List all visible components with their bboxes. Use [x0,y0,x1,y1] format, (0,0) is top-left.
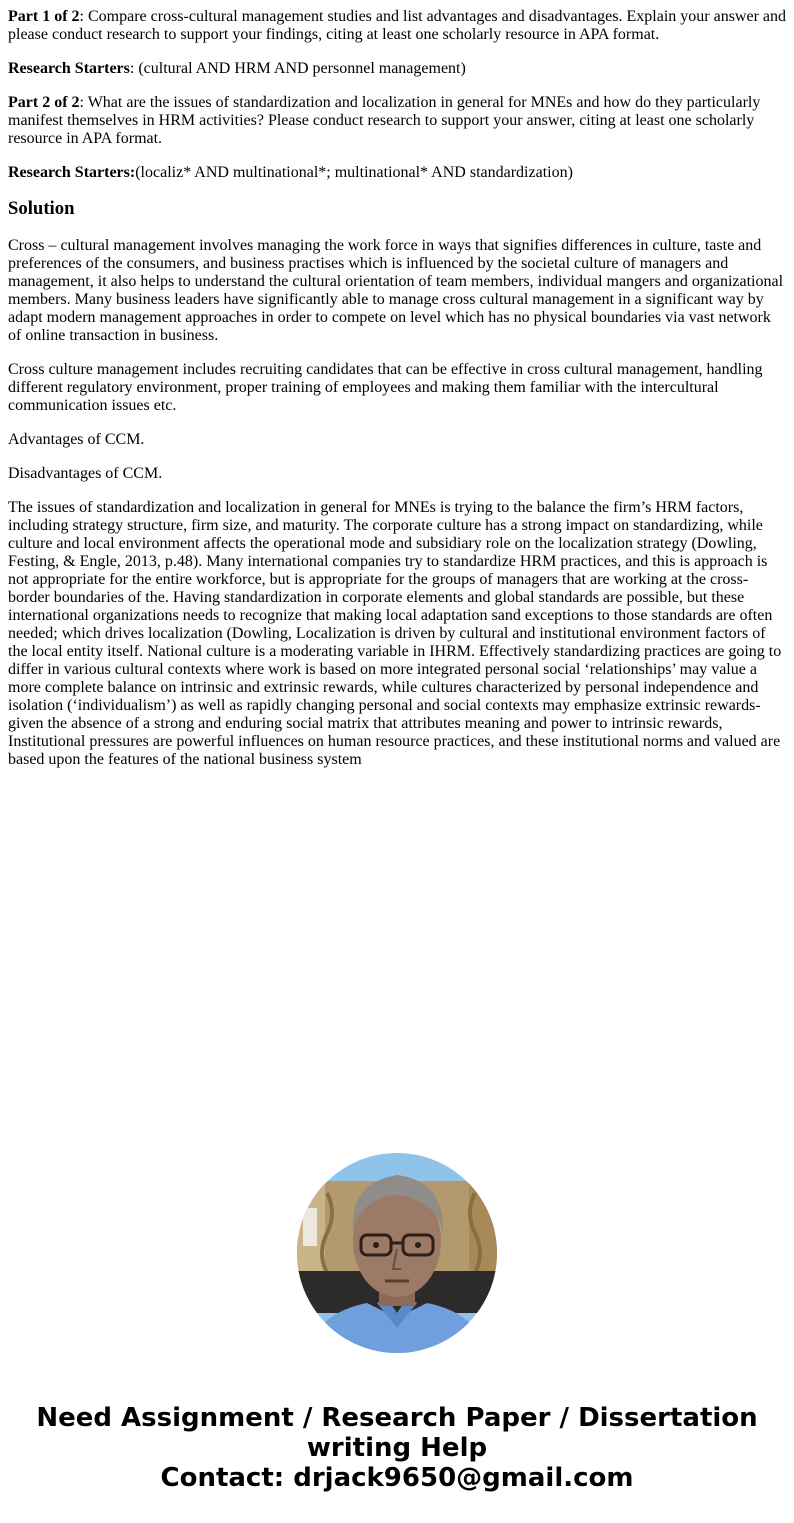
research-starters-1 [8,60,786,78]
research-starters-1-sep: : [129,60,139,77]
research-starters-1-label: Research Starters [8,60,130,77]
solution-heading: Solution [8,198,75,219]
promo-line-1: Need Assignment / Research Paper / Dissertation [36,1403,758,1433]
solution-paragraph: The issues of standardization and localization in general for MNEs is trying to the balance the firm’s HRM factors, including strategy structure, firm size, and maturity. The corporate culture has a strong impact on standardizing, while culture and local environment affects the operational mode and subsidiary role on the localization strategy (Dowling, Festing, & Engle, 2013, p.48). Many international companies try to standardize HRM practices, and this is approach is not appropriate for the entire workforce, but is appropriate for the groups of managers that are working at the cross-border boundaries of the. Having standardization in corporate elements and global standards are possible, but these international organizations needs to recognize that making local adaptation sand exceptions to those standards are often needed; which drives localization (Dowling, Localization is driven by cultural and institutional environment factors of the local entity itself. National culture is a moderating variable in IHRM. Effectively standardizing practices are going to differ in various cultural contexts where work is based on more integrated personal social ‘relationships’ may value a more complete balance on intrinsic and extrinsic rewards, while cultures characterized by personal independence and isolation (‘individualism’) as well as rapidly changing personal and social contexts may emphasize extrinsic rewards-given the absence of a strong and enduring social matrix that attributes meaning and power to intrinsic rewards, Institutional pressures are powerful influences on human resource practices, and these institutional norms and valued are based upon the features of the national business system [8,499,782,768]
research-starters-2 [8,164,786,182]
promo-line-2: writing Help [306,1433,488,1463]
person-photo-icon [297,1153,497,1353]
part-1-label: Part 1 of 2 [8,8,80,25]
promo-contact: Contact: drjack9650@gmail.com [160,1463,634,1493]
avatar [297,1153,497,1353]
part-2-text: What are the issues of standardization and localization in general for MNEs and how do they particularly manifest themselves in HRM activities? Please conduct research to support your answer, citing at least one scholarly resource in APA format. [8,94,761,147]
part-2-question [8,94,786,148]
part-2-sep: : [79,94,88,111]
solution-paragraph: Cross – cultural management involves managing the work force in ways that signifies differences in culture, taste and preferences of the consumers, and business practises which is influenced by the societal culture of managers and management, it also helps to understand the cultural orientation of team members, individual mangers and organizational members. Many business leaders have significantly able to manage cross cultural management in a significant way by adapt modern management approaches in order to compete on level which has no physical boundaries via vast network of online transaction in business. [8,237,784,344]
disadvantages-line: Disadvantages of CCM. [8,465,163,482]
part-1-question [8,8,786,44]
research-starters-2-text: (localiz* AND multinational*; multinational* AND standardization) [135,164,573,181]
promo-banner [0,1403,794,1493]
part-2-label: Part 2 of 2 [8,94,80,111]
document-content [8,8,786,785]
research-starters-1-text: (cultural AND HRM AND personnel management) [138,60,466,77]
advantages-line: Advantages of CCM. [8,431,145,448]
research-starters-2-label: Research Starters: [8,164,136,181]
solution-paragraph: Cross culture management includes recruiting candidates that can be effective in cross cultural management, handling different regulatory environment, proper training of employees and making them familiar with the intercultural communication issues etc. [8,361,763,414]
part-1-text: Compare cross-cultural management studies and list advantages and disadvantages. Explain your answer and please conduct research to support your findings, citing at least one scholarly resource in APA format. [8,8,786,43]
part-1-sep: : [79,8,88,25]
